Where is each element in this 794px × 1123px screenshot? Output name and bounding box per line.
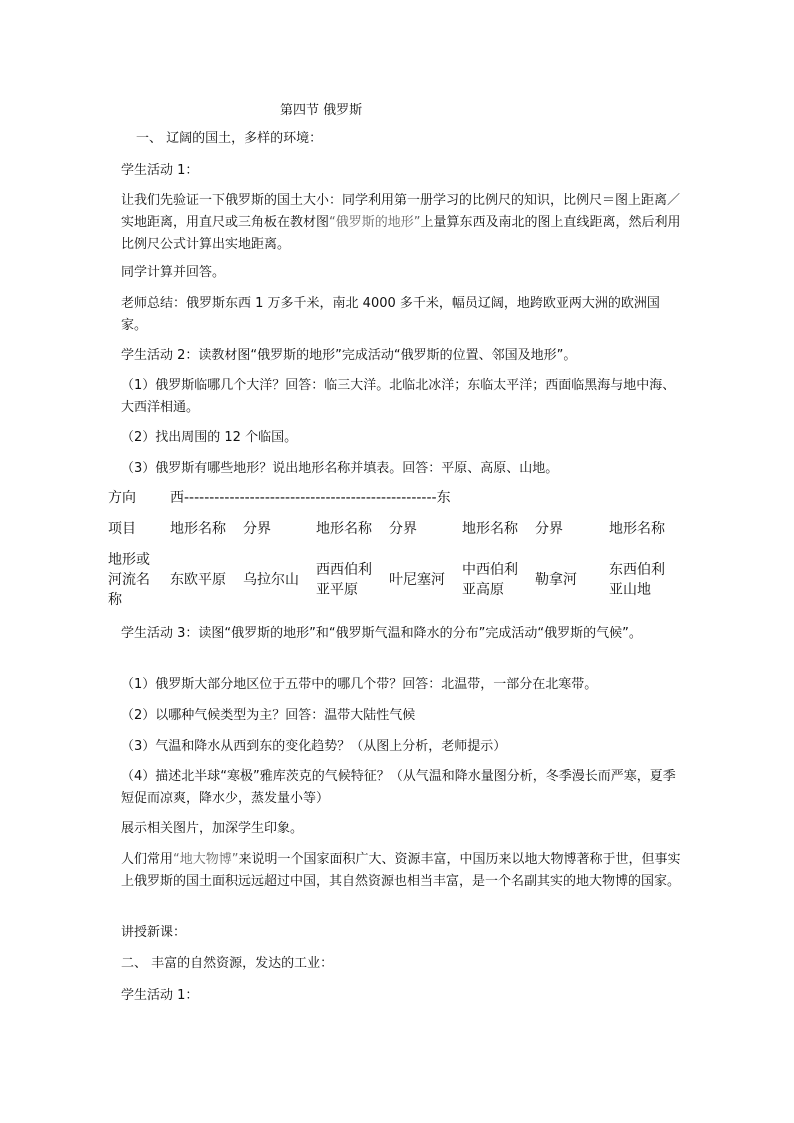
- section-heading-2: 二、 丰富的自然资源，发达的工业：: [121, 956, 334, 971]
- header-landform-1: 地形名称: [170, 521, 226, 537]
- page-title: 第四节 俄罗斯: [280, 103, 363, 118]
- header-boundary-3: 分界: [535, 521, 563, 537]
- header-boundary-1: 分界: [243, 521, 271, 537]
- value-central-siberian-plateau: 中西伯利亚高原: [462, 562, 518, 598]
- paragraph-summary: 老师总结：俄罗斯东西 1 万多千米，南北 4000 多千米，幅员辽阔，地跨欧亚两大洲的欧洲国家。: [121, 296, 660, 333]
- value-east-siberian-mountains: 东西伯利亚山地: [609, 562, 665, 598]
- activity-2: 学生活动 2：读教材图“俄罗斯的地形”完成活动“俄罗斯的位置、邻国及地形”。: [121, 348, 577, 363]
- question-oceans: （1）俄罗斯临哪几个大洋？回答：临三大洋。北临北冰洋；东临太平洋；西面临黑海与地中海、大西洋相通。: [121, 378, 676, 415]
- value-ural-mountains: 乌拉尔山: [243, 572, 299, 588]
- question-neighbors: （2）找出周围的 12 个临国。: [121, 430, 298, 445]
- paragraph-vast-part-b: 来说明一个国家面积广大、资源丰富，中国历来以地大物博著称于世，但事实上俄罗斯的国土面积远远超过中国，其自然资源也相当丰富，是一个名副其实的地大物博的国家。: [121, 852, 681, 889]
- activity-3: 学生活动 3：读图“俄罗斯的地形”和“俄罗斯气温和降水的分布”完成活动“俄罗斯的气候”。: [121, 626, 642, 641]
- paragraph-scale: [121, 190, 681, 256]
- west-label: 西: [170, 490, 184, 506]
- header-landform-3: 地形名称: [462, 521, 518, 537]
- paragraph-vast-land: [121, 849, 681, 893]
- east-label: 东: [436, 490, 451, 506]
- value-east-european-plain: 东欧平原: [170, 572, 226, 588]
- direction-line: [170, 488, 451, 508]
- question-landforms: （3）俄罗斯有哪些地形？说出地形名称并填表。回答：平原、高原、山地。: [121, 461, 559, 476]
- item-label: 项目: [108, 521, 136, 537]
- new-lesson-label: 讲授新课：: [121, 925, 187, 940]
- activity-label-1b: 学生活动 1：: [121, 988, 199, 1003]
- value-west-siberian-plain: 西西伯利亚平原: [316, 562, 372, 598]
- show-pictures: 展示相关图片，加深学生印象。: [121, 821, 304, 836]
- value-lena-river: 勒拿河: [535, 572, 577, 588]
- paragraph-vast-part-a: 人们常用: [121, 852, 174, 867]
- paragraph-answer: 同学计算并回答。: [121, 265, 226, 280]
- paragraph-scale-part-a: 让我们先验证一下俄罗斯的国土大小：同学利用第一册学习的比例尺的知识，比例尺＝图上距离／实地距离，用直尺或三角板在教材图: [121, 193, 681, 230]
- paragraph-vast-quote: “地大物博”: [173, 852, 239, 867]
- activity-label-1: 学生活动 1：: [121, 163, 199, 178]
- paragraph-scale-quote: “俄罗斯的地形”: [329, 215, 421, 230]
- climate-question-4: （4）描述北半球“寒极”雅库茨克的气候特征？（从气温和降水量图分析，冬季漫长而严寒，夏季短促而凉爽，降水少，蒸发量小等）: [121, 769, 676, 806]
- climate-question-2: （2）以哪种气候类型为主？回答：温带大陆性气候: [121, 708, 416, 723]
- direction-dashes: --------------------------------------------------: [184, 490, 437, 506]
- value-yenisei-river: 叶尼塞河: [389, 572, 445, 588]
- header-boundary-2: 分界: [389, 521, 417, 537]
- climate-question-1: （1）俄罗斯大部分地区位于五带中的哪几个带？回答：北温带，一部分在北寒带。: [121, 677, 598, 692]
- climate-question-3: （3）气温和降水从西到东的变化趋势？（从图上分析，老师提示）: [121, 739, 507, 754]
- paragraph-scale-part-b: 上量算东西及南北的图上直线距离，然后利用比例尺公式计算出实地距离。: [121, 215, 681, 252]
- header-landform-4: 地形名称: [609, 521, 665, 537]
- direction-label: 方向: [108, 490, 136, 506]
- row-label: 地形或河流名称: [108, 552, 150, 608]
- section-heading-1: 一、 辽阔的国土，多样的环境：: [136, 131, 323, 146]
- header-landform-2: 地形名称: [316, 521, 372, 537]
